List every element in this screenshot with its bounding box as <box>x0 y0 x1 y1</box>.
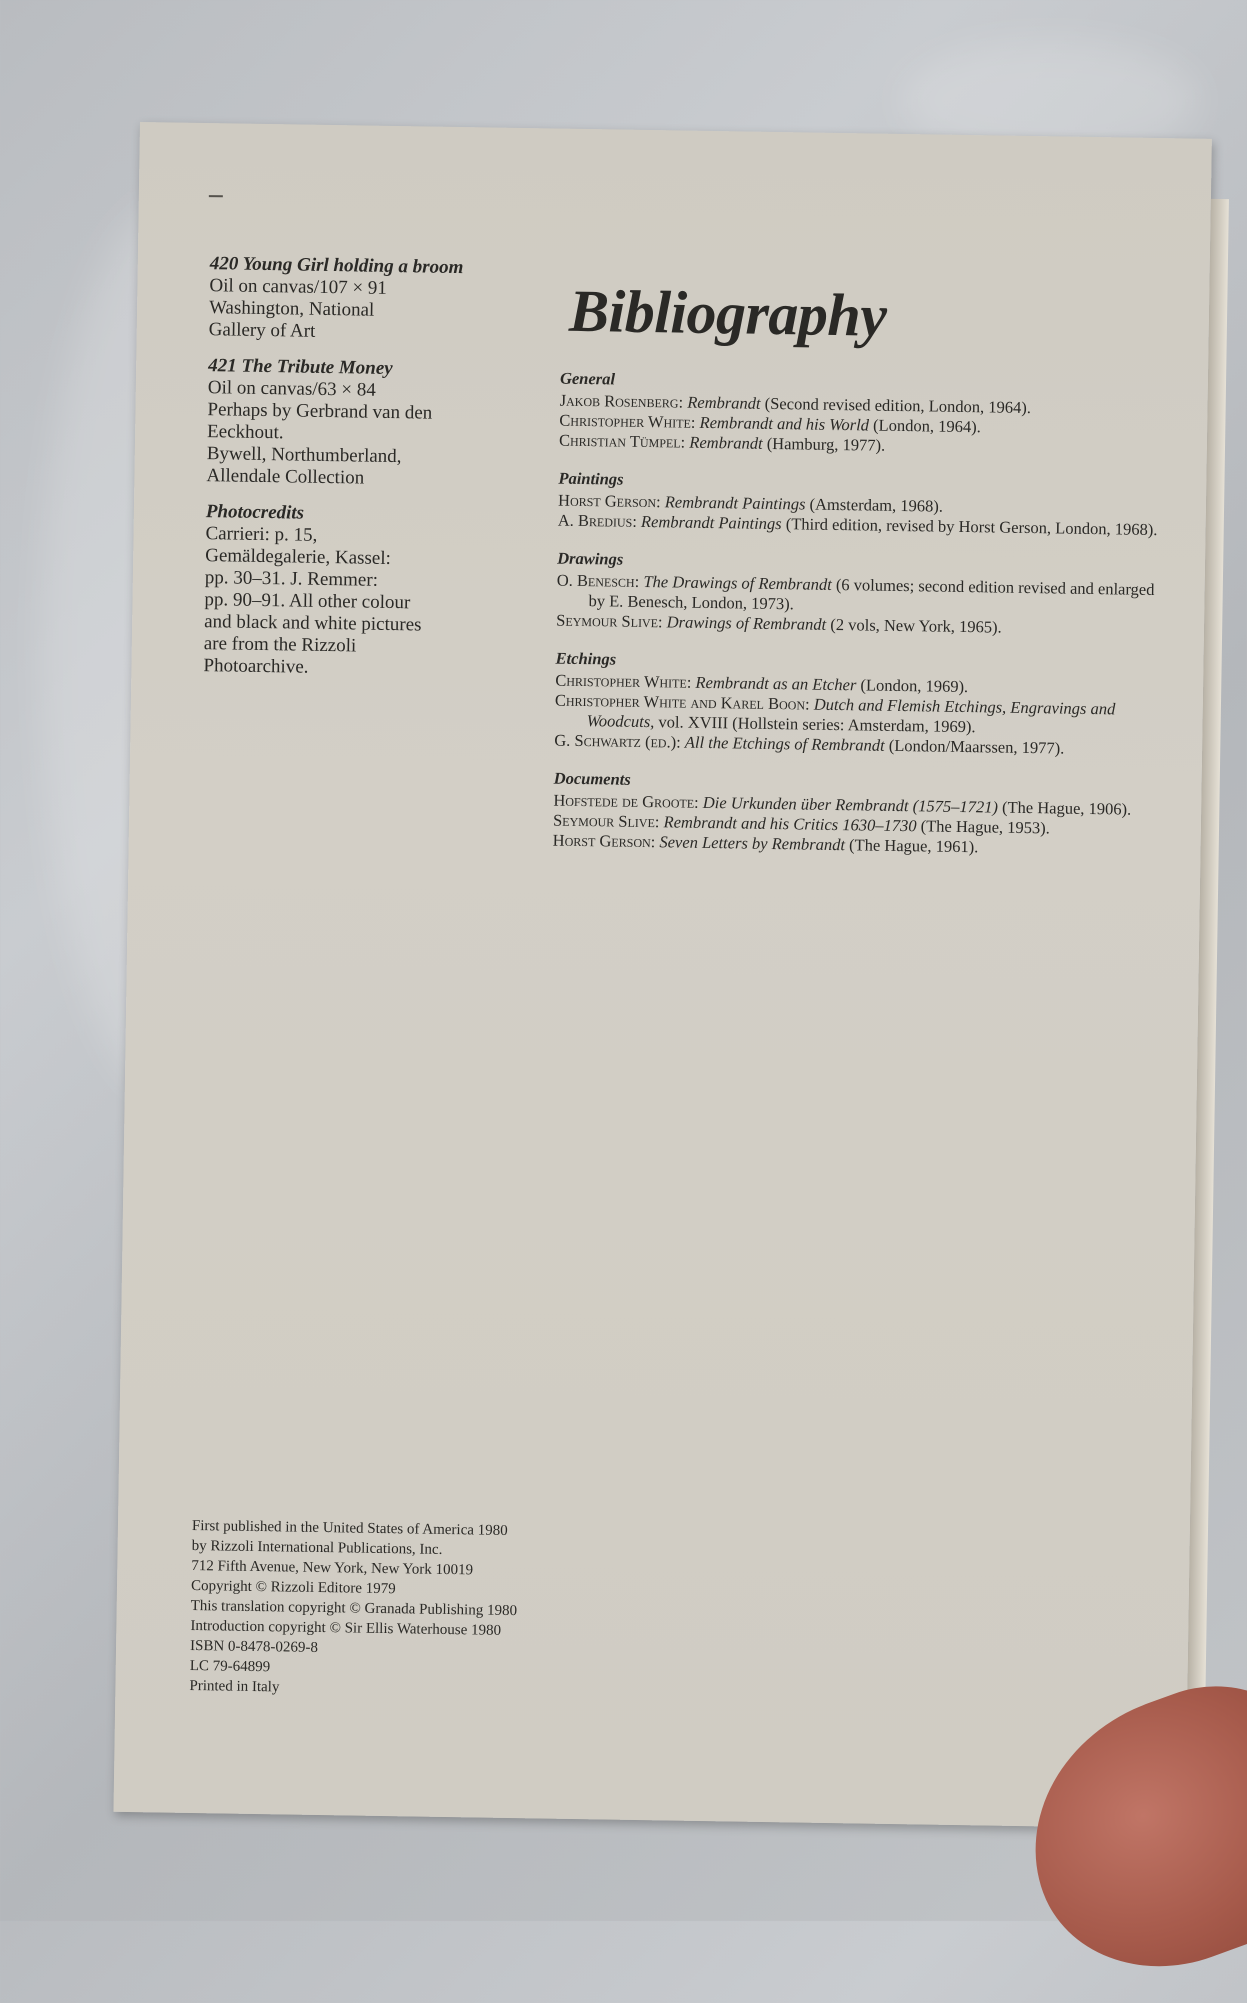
page-title: Bibliography <box>568 277 887 349</box>
bibliography-section-paintings <box>558 469 1169 541</box>
author: G. Schwartz (ed.): <box>554 730 681 752</box>
caption-line: Perhaps by Gerbrand van den <box>207 399 433 424</box>
captions-column <box>203 253 520 696</box>
author: Jakob Rosenberg: <box>559 390 684 412</box>
work-title: Drawings of Rembrandt <box>666 612 827 634</box>
work-title: All the Etchings of Rembrandt <box>684 732 885 755</box>
caption-line: Oil on canvas/63 × 84 <box>207 377 376 401</box>
work-title: Rembrandt <box>689 432 763 453</box>
caption-line: Oil on canvas/107 × 91 <box>209 275 388 299</box>
section-heading: Etchings <box>555 648 617 669</box>
bibliography-section-etchings <box>554 649 1166 761</box>
photocredits-line: Carrieri: p. 15, <box>205 523 318 546</box>
publication-info: (The Hague, 1961). <box>848 835 979 857</box>
work-title: Dutch and Flemish Etchings, Engravings and Woodcuts, <box>586 694 1116 732</box>
imprint-line: by Rizzoli International Publications, Inc. <box>191 1537 443 1558</box>
photocredits-line: Gemäldegalerie, Kassel: <box>205 545 392 569</box>
publication-info: (Amsterdam, 1968). <box>809 494 944 516</box>
author: Horst Gerson: <box>552 830 656 852</box>
photocredits-line: Photoarchive. <box>203 655 309 678</box>
caption-title: 421 The Tribute Money <box>208 355 393 379</box>
photocredits-title: Photocredits <box>205 501 305 524</box>
imprint-line: First published in the United States of America 1980 <box>191 1517 508 1539</box>
author: Christopher White and Karel Boon: <box>554 690 810 714</box>
photocredits-line: pp. 90–91. All other colour <box>204 589 411 614</box>
section-heading: Paintings <box>558 468 624 489</box>
caption-line: Washington, National <box>208 297 375 321</box>
imprint-line: ISBN 0-8478-0269-8 <box>189 1637 319 1656</box>
work-title: Seven Letters by Rembrandt <box>659 832 846 855</box>
publication-info: (Third edition, revised by Horst Gerson, London, 1968). <box>785 514 1158 540</box>
bibliography-column <box>552 279 1171 879</box>
page-edge <box>1186 199 1229 1759</box>
publication-info: (London, 1969). <box>860 675 969 697</box>
publication-info: (London/Maarssen, 1977). <box>888 735 1065 758</box>
publication-info: (The Hague, 1906). <box>1001 797 1132 819</box>
author: Christian Tümpel: <box>558 430 686 452</box>
publication-info: (The Hague, 1953). <box>920 816 1051 838</box>
photocredits-line: are from the Rizzoli <box>203 633 357 657</box>
bibliography-section-drawings <box>556 549 1167 641</box>
caption-line: Eeckhout. <box>206 421 284 444</box>
photocredits-line: and black and white pictures <box>203 611 422 636</box>
imprint-line: LC 79-64899 <box>189 1657 271 1676</box>
publication-info: (2 vols, New York, 1965). <box>830 614 1002 637</box>
imprint-line: Printed in Italy <box>189 1677 280 1696</box>
work-title: Rembrandt as an Etcher <box>695 672 857 695</box>
work-title: The Drawings of Rembrandt <box>643 571 832 594</box>
photocredits-entry <box>203 501 516 682</box>
caption-line: Gallery of Art <box>208 319 316 342</box>
publication-info: vol. XVIII (Hollstein series: Amsterdam, 1969). <box>658 712 976 737</box>
work-title: Die Urkunden über Rembrandt (1575–1721) <box>702 792 999 817</box>
author: A. Bredius: <box>557 510 638 531</box>
work-title: Rembrandt Paintings <box>640 511 782 534</box>
author: Seymour Slive: <box>556 610 663 632</box>
author: Seymour Slive: <box>552 810 660 832</box>
caption-line: Allendale Collection <box>206 465 365 489</box>
publication-info: (6 volumes; second edition revised and enlarged by E. Benesch, London, 1973). <box>588 574 1155 614</box>
section-heading: Documents <box>553 768 631 789</box>
section-heading: General <box>559 368 616 389</box>
caption-line: Bywell, Northumberland, <box>206 443 402 468</box>
imprint-line: 712 Fifth Avenue, New York, New York 10019 <box>191 1557 474 1579</box>
work-title: Rembrandt Paintings <box>664 492 806 514</box>
publication-info: (Second revised edition, London, 1964). <box>764 393 1032 418</box>
imprint-line: Introduction copyright © Sir Ellis Waterhouse 1980 <box>190 1617 502 1639</box>
author: Horst Gerson: <box>557 490 661 512</box>
caption-title: 420 Young Girl holding a broom <box>209 253 464 279</box>
imprint-block <box>189 1516 712 1704</box>
publication-info: (Hamburg, 1977). <box>766 433 886 455</box>
author: O. Benesch: <box>556 570 640 591</box>
author: Hofstede de Groote: <box>553 790 699 812</box>
work-title: Rembrandt and his Critics 1630–1730 <box>663 812 917 836</box>
imprint-line: This translation copyright © Granada Publishing 1980 <box>190 1597 518 1620</box>
bibliography-section-documents <box>553 769 1164 861</box>
work-title: Rembrandt <box>687 392 761 413</box>
section-heading: Drawings <box>557 548 624 569</box>
bibliography-section-general <box>559 369 1170 461</box>
caption-entry <box>209 253 520 346</box>
photocredits-line: pp. 30–31. J. Remmer: <box>204 567 379 591</box>
book-page <box>113 122 1211 1829</box>
author: Christopher White: <box>559 410 696 432</box>
author: Christopher White: <box>555 670 692 692</box>
publication-info: (London, 1964). <box>872 415 981 437</box>
page-mark <box>209 195 223 197</box>
imprint-line: Copyright © Rizzoli Editore 1979 <box>190 1577 396 1598</box>
work-title: Rembrandt and his World <box>699 412 870 435</box>
caption-entry <box>206 355 518 492</box>
